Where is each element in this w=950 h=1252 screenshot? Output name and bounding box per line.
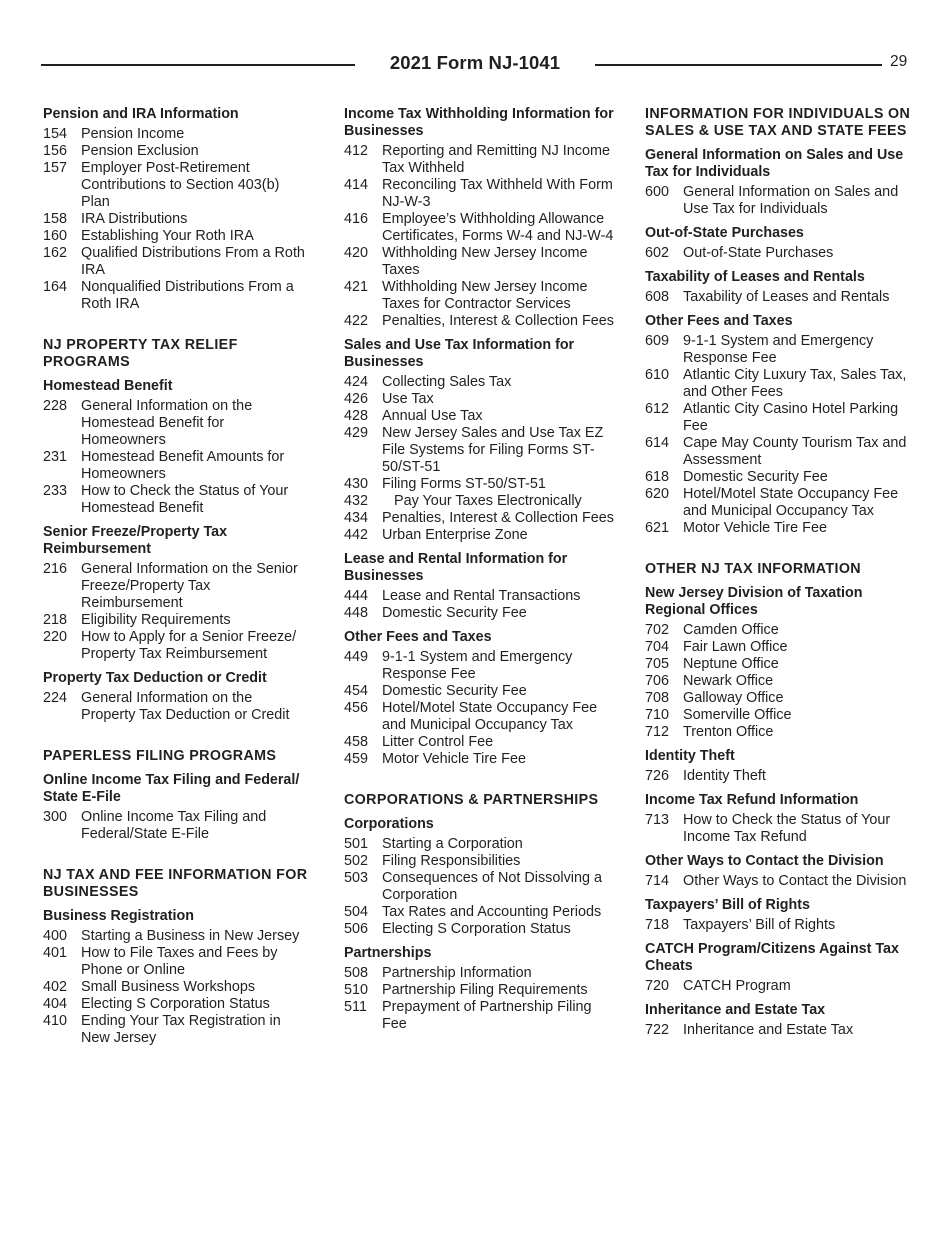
topic-number: 160 (43, 228, 68, 244)
topic-item (645, 435, 917, 469)
topic-label: General Information on the Senior Freeze/Property Tax Reimbursement (81, 561, 302, 611)
topic-number: 434 (344, 510, 369, 526)
section-heading: PAPERLESS FILING PROGRAMS (43, 748, 277, 764)
topic-label: How to Apply for a Senior Freeze/ Property Tax Reimbursement (81, 629, 301, 662)
topic-list (43, 398, 308, 517)
topic-number: 404 (43, 996, 68, 1012)
group-heading: Pension and IRA Information (43, 106, 239, 122)
topic-label: Collecting Sales Tax (382, 374, 512, 390)
topic-number: 710 (645, 707, 670, 723)
topic-label: Somerville Office (683, 707, 792, 723)
topic-number: 511 (344, 999, 367, 1015)
topic-item (344, 313, 614, 330)
topic-item (645, 401, 917, 435)
topic-item (645, 184, 917, 218)
topic-number: 448 (344, 605, 369, 621)
topic-item (43, 629, 308, 663)
topic-item (645, 978, 917, 995)
topic-item (344, 493, 614, 510)
column-1 (43, 106, 308, 1047)
topic-number: 708 (645, 690, 670, 706)
topic-label: Pay Your Taxes Electronically (382, 493, 582, 509)
topic-list (645, 333, 917, 537)
topic-label: Galloway Office (683, 690, 784, 706)
topic-number: 428 (344, 408, 369, 424)
topic-item (43, 449, 308, 483)
topic-item (43, 245, 308, 279)
topic-list (344, 965, 614, 1033)
topic-item (43, 928, 308, 945)
topic-label: Camden Office (683, 622, 779, 638)
topic-number: 718 (645, 917, 670, 933)
topic-label: Neptune Office (683, 656, 779, 672)
topic-label: Starting a Business in New Jersey (81, 928, 300, 944)
topic-number: 705 (645, 656, 670, 672)
group-heading: Taxability of Leases and Rentals (645, 269, 865, 285)
topic-item (43, 483, 308, 517)
topic-number: 233 (43, 483, 68, 499)
topic-number: 726 (645, 768, 670, 784)
topic-label: Inheritance and Estate Tax (683, 1022, 854, 1038)
topic-item (645, 469, 917, 486)
topic-number: 714 (645, 873, 670, 889)
topic-item (43, 945, 308, 979)
topic-item (43, 143, 308, 160)
topic-number: 421 (344, 279, 369, 295)
topic-item (344, 527, 614, 544)
topic-list (645, 917, 917, 934)
topic-list (645, 1022, 917, 1039)
topic-item (43, 160, 308, 211)
topic-list (344, 374, 614, 544)
topic-label: Homestead Benefit Amounts for Homeowners (81, 449, 289, 482)
topic-list (344, 836, 614, 938)
topic-number: 501 (344, 836, 369, 852)
topic-item (344, 279, 614, 313)
group-heading: Partnerships (344, 945, 432, 961)
topic-number: 430 (344, 476, 369, 492)
topic-number: 612 (645, 401, 670, 417)
topic-item (344, 649, 614, 683)
header-rule-left (41, 64, 355, 66)
topic-item (645, 690, 917, 707)
topic-label: Lease and Rental Transactions (382, 588, 581, 604)
topic-label: Motor Vehicle Tire Fee (382, 751, 526, 767)
topic-number: 157 (43, 160, 68, 176)
topic-item (645, 245, 917, 262)
section (43, 106, 308, 313)
topic-number: 454 (344, 683, 369, 699)
topic-label: Establishing Your Roth IRA (81, 228, 254, 244)
topic-item (344, 999, 614, 1033)
topic-item (344, 853, 614, 870)
topic-label: New Jersey Sales and Use Tax EZ File Systems for Filing Forms ST-50/ST-51 (382, 425, 608, 475)
section-heading: CORPORATIONS & PARTNERSHIPS (344, 792, 599, 808)
topic-number: 720 (645, 978, 670, 994)
topic-item (43, 126, 308, 143)
topic-label: Small Business Workshops (81, 979, 256, 995)
topic-number: 449 (344, 649, 369, 665)
topic-label: 9-1-1 System and Emergency Response Fee (683, 333, 878, 366)
group-heading: Out-of-State Purchases (645, 225, 804, 241)
topic-number: 459 (344, 751, 369, 767)
topic-item (43, 561, 308, 612)
topic-number: 216 (43, 561, 68, 577)
topic-label: How to Check the Status of Your Income Tax Refund (683, 812, 895, 845)
topic-label: Use Tax (382, 391, 434, 407)
topic-item (344, 982, 614, 999)
topic-item (344, 588, 614, 605)
section (43, 337, 308, 724)
topic-item (645, 812, 917, 846)
page-header (0, 52, 950, 78)
topic-label: General Information on Sales and Use Tax for Individuals (683, 184, 903, 217)
section-heading: NJ PROPERTY TAX RELIEF PROGRAMS (43, 337, 238, 370)
topic-number: 504 (344, 904, 369, 920)
topic-label: IRA Distributions (81, 211, 188, 227)
topic-item (645, 1022, 917, 1039)
topic-item (645, 656, 917, 673)
topic-label: Pension Income (81, 126, 185, 142)
topic-label: Withholding New Jersey Income Taxes (382, 245, 592, 278)
topic-number: 416 (344, 211, 369, 227)
topic-label: Partnership Filing Requirements (382, 982, 588, 998)
topic-number: 426 (344, 391, 369, 407)
topic-number: 400 (43, 928, 68, 944)
topic-number: 456 (344, 700, 369, 716)
topic-item (645, 367, 917, 401)
section (344, 792, 614, 1033)
group-heading: Taxpayers’ Bill of Rights (645, 897, 810, 913)
topic-item (344, 391, 614, 408)
topic-item (645, 622, 917, 639)
topic-label: Starting a Corporation (382, 836, 523, 852)
page-title: 2021 Form NJ-1041 (389, 52, 561, 73)
topic-number: 420 (344, 245, 369, 261)
topic-item (645, 724, 917, 741)
topic-label: Penalties, Interest & Collection Fees (382, 313, 614, 329)
topic-item (43, 612, 308, 629)
column-2 (344, 106, 617, 1033)
topic-number: 154 (43, 126, 68, 142)
topic-label: Tax Rates and Accounting Periods (382, 904, 602, 920)
topic-item (43, 228, 308, 245)
topic-number: 618 (645, 469, 670, 485)
topic-number: 614 (645, 435, 670, 451)
section-heading: INFORMATION FOR INDIVIDUALS ON SALES & USE TAX AND STATE FEES (645, 106, 911, 139)
topic-label: Hotel/Motel State Occupancy Fee and Municipal Occupancy Tax (382, 700, 602, 733)
topic-number: 220 (43, 629, 68, 645)
topic-label: Pension Exclusion (81, 143, 199, 159)
topic-item (645, 873, 917, 890)
topic-number: 164 (43, 279, 68, 295)
topic-item (344, 211, 614, 245)
topic-label: Qualified Distributions From a Roth IRA (81, 245, 309, 278)
topic-number: 706 (645, 673, 670, 689)
topic-item (344, 836, 614, 853)
topic-number: 162 (43, 245, 68, 261)
topic-list (645, 622, 917, 741)
group-heading: Online Income Tax Filing and Federal/ State E-File (43, 772, 300, 805)
topic-label: Other Ways to Contact the Division (683, 873, 907, 889)
topic-number: 412 (344, 143, 369, 159)
topic-number: 424 (344, 374, 369, 390)
topic-list (645, 245, 917, 262)
topic-label: Partnership Information (382, 965, 532, 981)
group-heading: CATCH Program/Citizens Against Tax Cheats (645, 941, 899, 974)
topic-label: Domestic Security Fee (382, 605, 527, 621)
group-heading: Income Tax Refund Information (645, 792, 859, 808)
topic-label: Filing Forms ST-50/ST-51 (382, 476, 546, 492)
topic-item (344, 870, 614, 904)
topic-number: 442 (344, 527, 369, 543)
topic-label: Withholding New Jersey Income Taxes for Contractor Services (382, 279, 592, 312)
topic-number: 610 (645, 367, 670, 383)
topic-list (43, 928, 308, 1047)
topic-label: Taxpayers’ Bill of Rights (683, 917, 836, 933)
topic-label: Electing S Corporation Status (81, 996, 270, 1012)
topic-label: Electing S Corporation Status (382, 921, 571, 937)
topic-item (344, 734, 614, 751)
topic-item (645, 707, 917, 724)
topic-item (645, 520, 917, 537)
topic-number: 502 (344, 853, 369, 869)
topic-item (43, 809, 308, 843)
topic-number: 620 (645, 486, 670, 502)
topic-item (43, 279, 308, 313)
topic-number: 231 (43, 449, 68, 465)
topic-label: Motor Vehicle Tire Fee (683, 520, 827, 536)
topic-list (344, 143, 617, 330)
topic-item (43, 1013, 308, 1047)
topic-label: Cape May County Tourism Tax and Assessment (683, 435, 910, 468)
topic-list (344, 588, 614, 622)
section (645, 561, 917, 1039)
group-heading: Senior Freeze/Property Tax Reimbursement (43, 524, 228, 557)
topic-item (645, 917, 917, 934)
topic-item (344, 683, 614, 700)
topic-number: 402 (43, 979, 68, 995)
topic-label: How to Check the Status of Your Homestead Benefit (81, 483, 293, 516)
group-heading: Lease and Rental Information for Businesses (344, 551, 568, 584)
group-heading: Corporations (344, 816, 434, 832)
topic-label: Employee’s Withholding Allowance Certificates, Forms W-4 and NJ-W-4 (382, 211, 614, 244)
topic-number: 510 (344, 982, 369, 998)
topic-item (43, 398, 308, 449)
topic-label: Employer Post-Retirement Contributions to Section 403(b) Plan (81, 160, 284, 210)
header-rule-right (595, 64, 882, 66)
topic-number: 602 (645, 245, 670, 261)
topic-label: Nonqualified Distributions From a Roth IRA (81, 279, 298, 312)
topic-list (43, 126, 308, 313)
topic-item (344, 751, 614, 768)
topic-number: 713 (645, 812, 670, 828)
section (43, 867, 308, 1047)
topic-number: 218 (43, 612, 68, 628)
topic-number: 444 (344, 588, 369, 604)
group-heading: Property Tax Deduction or Credit (43, 670, 267, 686)
topic-label: Penalties, Interest & Collection Fees (382, 510, 614, 526)
topic-item (344, 177, 617, 211)
topic-item (645, 768, 917, 785)
topic-item (344, 921, 614, 938)
topic-list (43, 561, 308, 663)
group-heading: Business Registration (43, 908, 194, 924)
topic-item (344, 700, 614, 734)
topic-number: 401 (43, 945, 68, 961)
topic-label: Filing Responsibilities (382, 853, 521, 869)
topic-list (645, 812, 917, 846)
topic-number: 508 (344, 965, 369, 981)
topic-number: 156 (43, 143, 68, 159)
topic-number: 410 (43, 1013, 68, 1029)
topic-label: How to File Taxes and Fees by Phone or Online (81, 945, 282, 978)
topic-label: Out-of-State Purchases (683, 245, 834, 261)
section (43, 748, 308, 843)
topic-number: 702 (645, 622, 670, 638)
topic-item (645, 486, 917, 520)
topic-label: Consequences of Not Dissolving a Corporation (382, 870, 606, 903)
topic-item (43, 690, 308, 724)
topic-label: General Information on the Homestead Benefit for Homeowners (81, 398, 257, 448)
section-heading: NJ TAX AND FEE INFORMATION FOR BUSINESSES (43, 867, 308, 900)
topic-label: Eligibility Requirements (81, 612, 231, 628)
section (645, 106, 917, 537)
topic-label: Reporting and Remitting NJ Income Tax Withheld (382, 143, 614, 176)
topic-number: 429 (344, 425, 369, 441)
topic-label: 9-1-1 System and Emergency Response Fee (382, 649, 577, 682)
topic-item (645, 673, 917, 690)
group-heading: Other Fees and Taxes (645, 313, 793, 329)
topic-number: 704 (645, 639, 670, 655)
topic-number: 621 (645, 520, 670, 536)
topic-list (344, 649, 614, 768)
topic-label: Online Income Tax Filing and Federal/State E-File (81, 809, 271, 842)
group-heading: New Jersey Division of Taxation Regional Offices (645, 585, 863, 618)
topic-label: Litter Control Fee (382, 734, 494, 750)
group-heading: Other Ways to Contact the Division (645, 853, 884, 869)
topic-item (344, 476, 614, 493)
group-heading: Homestead Benefit (43, 378, 173, 394)
topic-list (43, 809, 308, 843)
topic-number: 422 (344, 313, 369, 329)
group-heading: Other Fees and Taxes (344, 629, 492, 645)
topic-number: 506 (344, 921, 369, 937)
topic-item (344, 143, 614, 177)
topic-label: Atlantic City Casino Hotel Parking Fee (683, 401, 903, 434)
topic-item (43, 996, 308, 1013)
topic-label: Urban Enterprise Zone (382, 527, 528, 543)
topic-number: 608 (645, 289, 670, 305)
topic-label: Identity Theft (683, 768, 766, 784)
topic-number: 600 (645, 184, 670, 200)
topic-list (645, 978, 917, 995)
topic-number: 432 (344, 493, 369, 509)
topic-item (645, 333, 917, 367)
topic-number: 300 (43, 809, 68, 825)
topic-label: Domestic Security Fee (683, 469, 828, 485)
topic-number: 228 (43, 398, 68, 414)
topic-number: 158 (43, 211, 68, 227)
topic-item (344, 374, 614, 391)
topic-list (43, 690, 308, 724)
topic-number: 458 (344, 734, 369, 750)
topic-number: 712 (645, 724, 670, 740)
topic-item (645, 639, 917, 656)
topic-label: Taxability of Leases and Rentals (683, 289, 890, 305)
topic-label: Trenton Office (683, 724, 774, 740)
topic-list (645, 768, 917, 785)
topic-number: 503 (344, 870, 369, 886)
group-heading: Inheritance and Estate Tax (645, 1002, 826, 1018)
topic-item (344, 904, 614, 921)
topic-item (344, 245, 614, 279)
topic-label: Reconciling Tax Withheld With Form NJ-W-3 (382, 177, 617, 210)
topic-label: Fair Lawn Office (683, 639, 788, 655)
topic-label: Newark Office (683, 673, 774, 689)
topic-item (344, 605, 614, 622)
topic-number: 224 (43, 690, 68, 706)
column-3 (645, 106, 917, 1039)
topic-label: Domestic Security Fee (382, 683, 527, 699)
section-heading: OTHER NJ TAX INFORMATION (645, 561, 861, 577)
topic-label: Prepayment of Partnership Filing Fee (382, 999, 596, 1032)
topic-list (645, 873, 917, 890)
topic-number: 722 (645, 1022, 670, 1038)
topic-label: General Information on the Property Tax Deduction or Credit (81, 690, 290, 723)
topic-item (43, 211, 308, 228)
topic-label: Ending Your Tax Registration in New Jersey (81, 1013, 285, 1046)
topic-item (344, 425, 614, 476)
topic-number: 414 (344, 177, 369, 193)
topic-label: Hotel/Motel State Occupancy Fee and Municipal Occupancy Tax (683, 486, 903, 519)
group-heading: Income Tax Withholding Information for Businesses (344, 106, 614, 139)
topic-item (344, 408, 614, 425)
topic-label: CATCH Program (683, 978, 791, 994)
topic-number: 609 (645, 333, 670, 349)
topic-item (645, 289, 917, 306)
topic-item (344, 965, 614, 982)
topic-item (43, 979, 308, 996)
topic-label: Atlantic City Luxury Tax, Sales Tax, and Other Fees (683, 367, 911, 400)
topic-list (645, 184, 917, 218)
group-heading: Sales and Use Tax Information for Businesses (344, 337, 575, 370)
group-heading: Identity Theft (645, 748, 735, 764)
topic-label: Annual Use Tax (382, 408, 483, 424)
topic-list (645, 289, 917, 306)
group-heading: General Information on Sales and Use Tax for Individuals (645, 147, 904, 180)
section (344, 106, 617, 768)
topic-item (344, 510, 614, 527)
page-number: 29 (890, 53, 908, 70)
